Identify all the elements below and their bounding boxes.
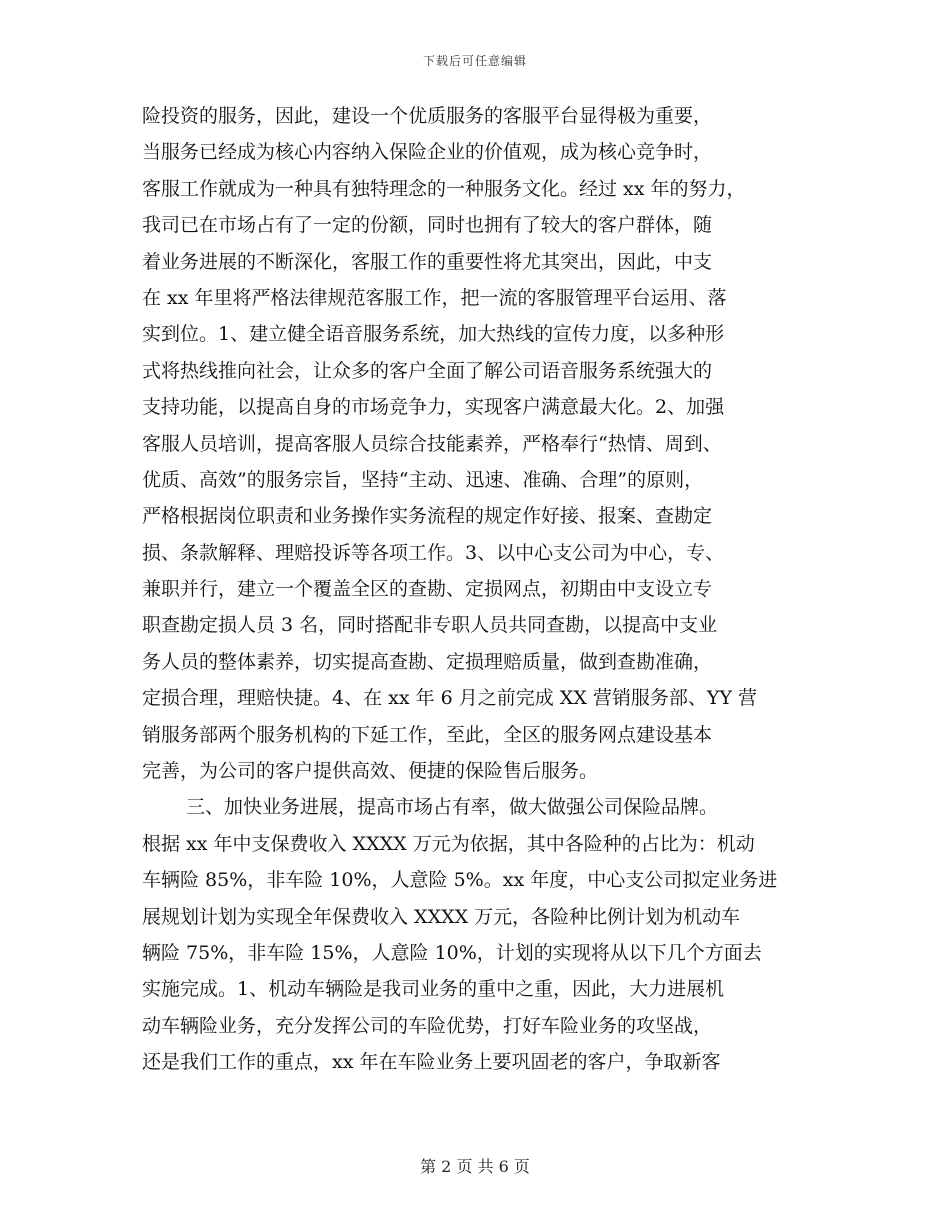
text-line: 车辆险 85%，非车险 10%，人意险 5%。xx 年度，中心支公司拟定业务进	[142, 869, 778, 892]
text-line: 展规划计划为实现全年保费收入 XXXX 万元，各险种比例计划为机动车	[142, 905, 741, 928]
text-line: 根据 xx 年中支保费收入 XXXX 万元为依据，其中各险种的占比为：机动	[142, 832, 755, 855]
text-line: 严格根据岗位职责和业务操作实务流程的规定作好接、报案、查勘定	[142, 505, 713, 528]
text-line: 辆险 75%，非车险 15%，人意险 10%，计划的实现将从以下几个方面去	[142, 941, 762, 964]
text-line: 动车辆险业务，充分发挥公司的车险优势，打好车险业务的攻坚战，	[142, 1014, 713, 1037]
text-line: 式将热线推向社会，让众多的客户全面了解公司语音服务系统强大的	[142, 359, 713, 382]
text-line: 我司已在市场占有了一定的份额，同时也拥有了较大的客户群体，随	[142, 214, 713, 237]
page-number: 第 2 页 共 6 页	[420, 1157, 530, 1176]
section-heading-line: 三、加快业务进展，提高市场占有率，做大做强公司保险品牌。	[186, 796, 719, 819]
text-line: 险投资的服务，因此，建设一个优质服务的客服平台显得极为重要，	[142, 105, 713, 127]
text-line: 在 xx 年里将严格法律规范客服工作，把一流的客服管理平台运用、落	[142, 286, 727, 309]
text-line: 着业务进展的不断深化，客服工作的重要性将尤其突出，因此，中支	[142, 250, 713, 273]
text-line: 务人员的整体素养，切实提高查勘、定损理赔质量，做到查勘准确，	[142, 650, 713, 673]
text-line: 兼职并行，建立一个覆盖全区的查勘、定损网点，初期由中支设立专	[142, 578, 713, 601]
text-line: 支持功能，以提高自身的市场竞争力，实现客户满意最大化。2、加强	[142, 396, 725, 419]
text-line: 定损合理，理赔快捷。4、在 xx 年 6 月之前完成 XX 营销服务部、YY 营	[142, 687, 758, 710]
text-line: 当服务已经成为核心内容纳入保险企业的价值观，成为核心竞争时，	[142, 141, 713, 164]
text-line: 客服人员培训，提高客服人员综合技能素养，严格奉行“热情、周到、	[142, 432, 722, 455]
document-body	[142, 98, 810, 1081]
text-line: 销服务部两个服务机构的下延工作，至此，全区的服务网点建设基本	[142, 723, 713, 746]
page-header: 下载后可任意编辑	[422, 54, 527, 68]
text-line: 实到位。1、建立健全语音服务系统，加大热线的宣传力度，以多种形	[142, 323, 725, 346]
text-line: 实施完成。1、机动车辆险是我司业务的重中之重，因此，大力进展机	[142, 978, 725, 1001]
text-line: 职查勘定损人员 3 名，同时搭配非专职人员共同查勘，以提高中支业	[142, 614, 718, 637]
text-line: 优质、高效”的服务宗旨，坚持“主动、迅速、准确、合理”的原则，	[142, 468, 704, 491]
text-line: 完善，为公司的客户提供高效、便捷的保险售后服务。	[142, 760, 599, 783]
text-line: 客服工作就成为一种具有独特理念的一种服务文化。经过 xx 年的努力，	[142, 177, 746, 200]
text-line: 还是我们工作的重点，xx 年在车险业务上要巩固老的客户，争取新客	[142, 1051, 721, 1074]
text-line: 损、条款解释、理赔投诉等各项工作。3、以中心支公司为中心，专、	[142, 541, 725, 564]
